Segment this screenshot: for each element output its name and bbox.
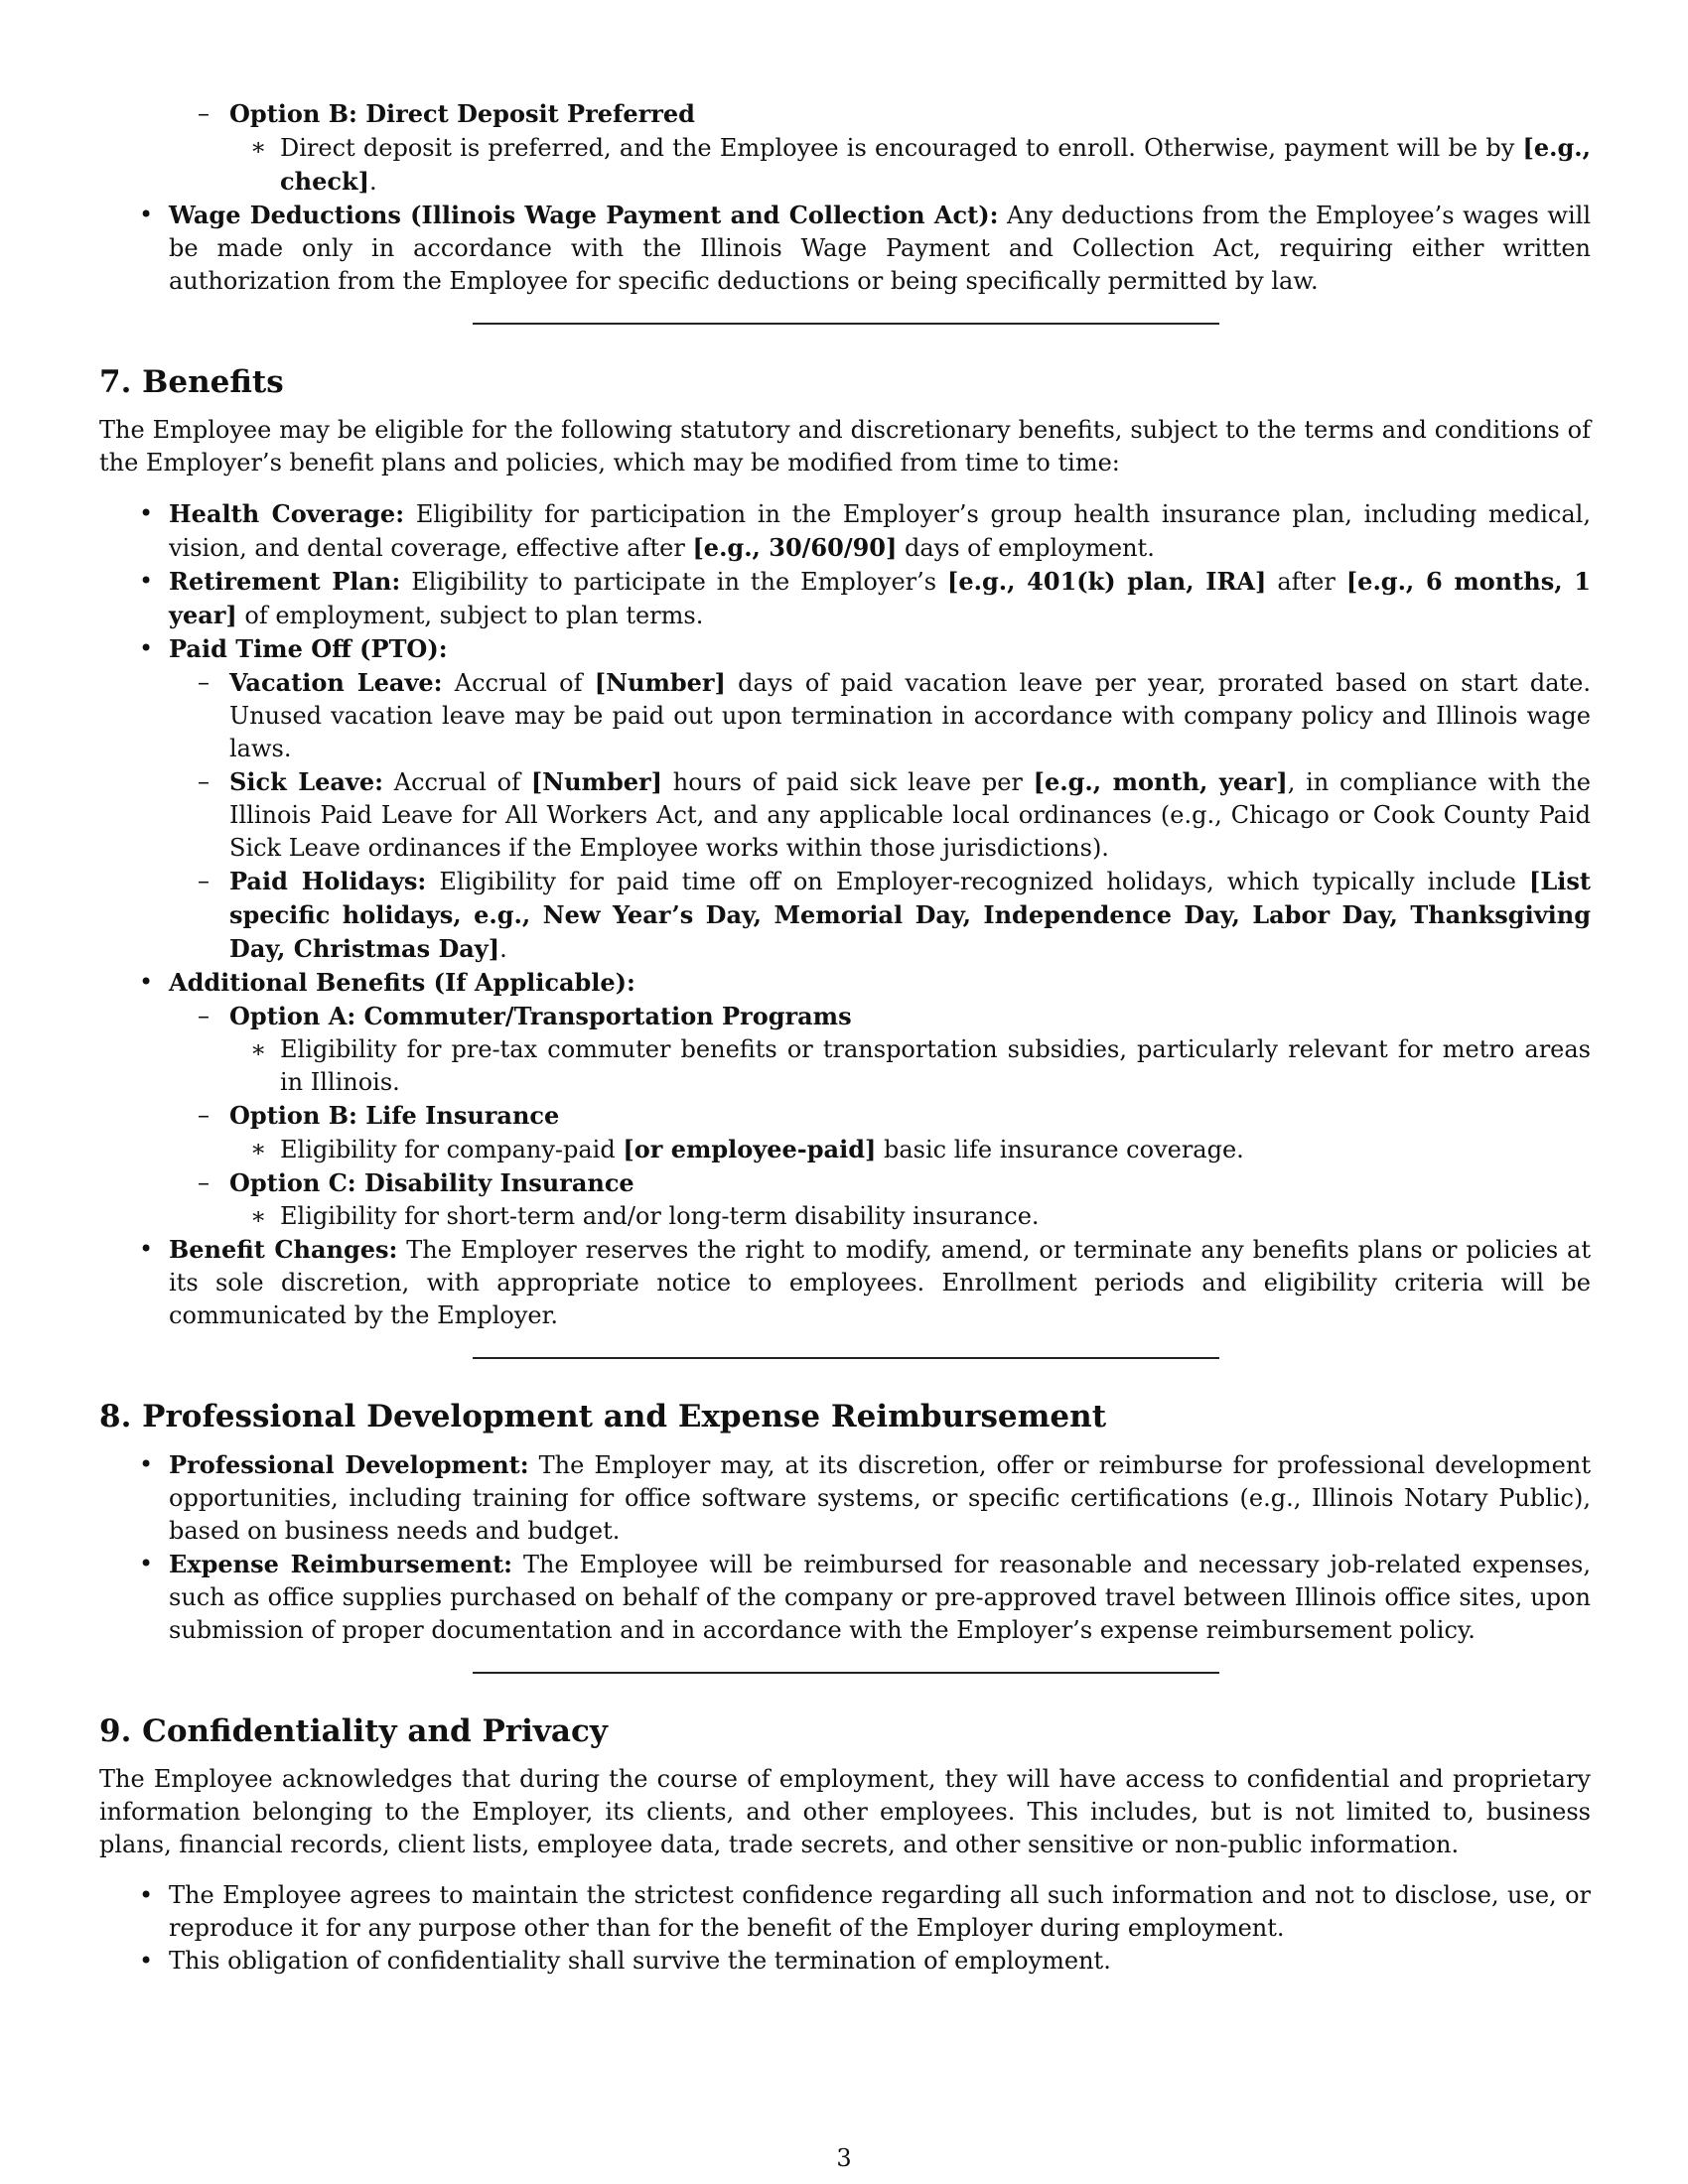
list-item: ∗ Eligibility for company-paid [or employee-paid] basic life insurance coverage. <box>250 1135 1244 1163</box>
list-item: • The Employee agrees to maintain the strictest confidence regarding all such information and not to disclose, use, or reproduce it for any purpose other than for the benefit of the Employer during employment. <box>139 1881 1591 1942</box>
list-item: ∗ Eligibility for pre-tax commuter benefits or transportation subsidies, particularly relevant for metro areas in Illinois. <box>250 1035 1591 1096</box>
bullet-marker: • <box>139 634 154 662</box>
list-item: • Benefit Changes: The Employer reserves the right to modify, amend, or terminate any benefits plans or policies at its sole discretion, with appropriate notice to employees. Enrollment periods and eligibility criteria will be communicated by the Employer. <box>139 1235 1591 1329</box>
list-item: • Professional Development: The Employer may, at its discretion, offer or reimburse for professional development opportunities, including training for office software systems, or specific certifications (e.g., Illinois Notary Public), based on business needs and budget. <box>139 1450 1591 1545</box>
bullet-marker: • <box>139 1450 154 1478</box>
confidentiality-intro: The Employee acknowledges that during the course of employment, they will have access to confidential and proprietary information belonging to the Employer, its clients, and other employees. This includes, but is not limited to, business plans, financial records, client lists, employee data, trade secrets, and other sensitive or non-public information. <box>99 1765 1591 1858</box>
bullet-marker: • <box>139 1550 154 1577</box>
section-heading-benefits: 7. Benefits <box>99 364 284 400</box>
list-item: • Wage Deductions (Illinois Wage Payment and Collection Act): Any deductions from the Employee’s wages will be made only in accordance with the Illinois Wage Payment and Collection Act, requiring either written authorization from the Employee for specific deductions or being specifically permitted by law. <box>139 201 1592 295</box>
item-title: Option B: Direct Deposit Preferred <box>229 99 695 128</box>
list-item: • Health Coverage: Eligibility for participation in the Employer’s group health insurance plan, including medical, vision, and dental coverage, effective after [e.g., 30/60/90] days of employment. <box>139 499 1591 562</box>
dash-marker: – <box>198 767 210 795</box>
list-item: – Sick Leave: Accrual of [Number] hours of paid sick leave per [e.g., month, year], in compliance with the Illinois Paid Leave for All Workers Act, and any applicable local ordinances (e.g., Chicago or Cook County Paid Sick Leave ordinances if the Employee works within those jurisdictions). <box>198 767 1591 862</box>
list-item: ∗ Direct deposit is preferred, and the Employee is encouraged to enroll. Otherwise, payment will be by [e.g., check]. <box>250 133 1591 196</box>
bullet-marker: • <box>139 1947 154 1975</box>
bullet-marker: • <box>139 499 154 527</box>
list-item: – Option C: Disability Insurance <box>198 1168 634 1197</box>
document-page <box>99 97 1591 1978</box>
list-item: – Paid Holidays: Eligibility for paid time off on Employer-recognized holidays, which typically include [List specific holidays, e.g., New Year’s Day, Memorial Day, Independence Day, Labor Day, Thanksgiving Day, Christmas Day]. <box>198 867 1591 963</box>
section-heading-confidentiality: 9. Confidentiality and Privacy <box>99 1713 608 1749</box>
benefits-intro: The Employee may be eligible for the following statutory and discretionary benefits, subject to the terms and conditions of the Employer’s benefit plans and policies, which may be modified from time to time: <box>99 416 1591 477</box>
bullet-marker: • <box>139 201 154 228</box>
development-list <box>99 1448 1591 1647</box>
list-item: • Expense Reimbursement: The Employee will be reimbursed for reasonable and necessary job-related expenses, such as office supplies purchased on behalf of the company or pre-approved travel between Illinois office sites, upon submission of proper documentation and in accordance with the Employer’s expense reimbursement policy. <box>139 1550 1591 1644</box>
list-item: ∗ Eligibility for short-term and/or long-term disability insurance. <box>99 1200 1591 1233</box>
star-marker: ∗ <box>250 133 267 161</box>
list-item: – Option A: Commuter/Transportation Programs <box>198 1002 852 1030</box>
bullet-marker: • <box>139 1881 154 1909</box>
dash-marker: – <box>198 668 210 696</box>
list-item: – Vacation Leave: Accrual of [Number] days of paid vacation leave per year, prorated based on start date. Unused vacation leave may be paid out upon termination in accordance with company policy and Illinois wage laws. <box>198 668 1591 762</box>
benefits-list <box>99 497 1591 1332</box>
list-item: • This obligation of confidentiality shall survive the termination of employment. <box>99 1945 1591 1978</box>
dash-marker: – <box>198 1168 210 1196</box>
star-marker: ∗ <box>250 1135 267 1162</box>
dash-marker: – <box>198 1002 210 1029</box>
list-item: • Additional Benefits (If Applicable): <box>139 968 635 997</box>
dash-marker: – <box>198 99 210 127</box>
star-marker: ∗ <box>250 1035 267 1063</box>
payment-list <box>99 97 1591 298</box>
list-item: – Option B: Life Insurance <box>198 1101 560 1130</box>
bullet-marker: • <box>139 1235 154 1263</box>
page-number: 3 <box>836 2144 852 2172</box>
list-item <box>99 97 1591 131</box>
list-item: • Paid Time Off (PTO): <box>139 634 448 663</box>
section-heading-professional-development: 8. Professional Development and Expense Reimbursement <box>99 1399 1107 1434</box>
list-item: • Retirement Plan: Eligibility to participate in the Employer’s [e.g., 401(k) plan, IRA] after [e.g., 6 months, 1 year] of employment, subject to plan terms. <box>139 567 1591 629</box>
bullet-marker: • <box>139 968 154 996</box>
star-marker: ∗ <box>250 1202 267 1230</box>
confidentiality-list <box>99 1879 1591 1978</box>
item-title: Wage Deductions (Illinois Wage Payment and Collection Act): <box>169 201 999 229</box>
bullet-marker: • <box>139 567 154 595</box>
dash-marker: – <box>198 867 210 894</box>
dash-marker: – <box>198 1101 210 1129</box>
